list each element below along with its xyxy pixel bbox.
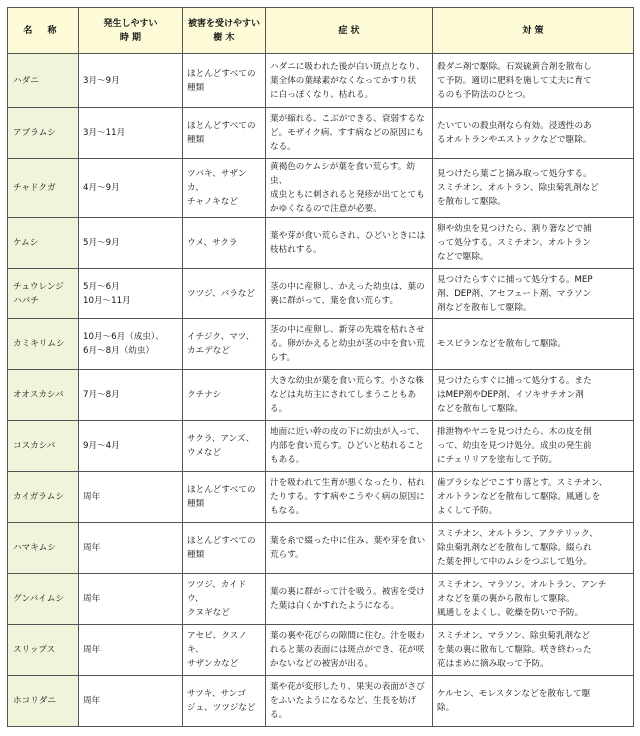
pest-trees: ツバキ、サザンカ、 チャノキなど [183,159,266,218]
pest-trees: イチジク、マツ、 カエデなど [183,319,266,370]
table-row [8,370,634,421]
pest-period: 周年 [79,625,183,676]
table-row [8,159,634,218]
pest-period: 周年 [79,574,183,625]
pest-trees: アセビ、クスノキ、 サザンカなど [183,625,266,676]
pest-symptoms: 大きな幼虫が葉を食い荒らす。小さな株 などは丸坊主にされてしまうこともある。 [266,370,433,421]
pest-symptoms: 葉や芽が食い荒らされ、ひどいときには 枝枯れする。 [266,218,433,269]
pest-period: 周年 [79,676,183,727]
pest-measures: ケルセン、モレスタンなどを散布して駆 除。 [433,676,634,727]
table-row [8,319,634,370]
pest-symptoms: 葉の裏や花びらの隙間に住む。汁を吸わ れると葉の表面には斑点ができ、花が咲 かないなどの被害が出る。 [266,625,433,676]
pest-name: チュウレンジ ハバチ [8,269,79,319]
table-row [8,472,634,523]
pest-symptoms: 葉を糸で綴った中に住み、葉や芽を食い 荒らす。 [266,523,433,574]
pest-name: コスカシバ [8,421,79,472]
pest-trees: ほとんどすべての 種類 [183,523,266,574]
pest-period: 7月～8月 [79,370,183,421]
pest-period: 9月～4月 [79,421,183,472]
pest-period: 5月～9月 [79,218,183,269]
pest-period: 周年 [79,472,183,523]
pest-trees: ウメ、サクラ [183,218,266,269]
pest-name: カイガラムシ [8,472,79,523]
pest-name: オオスカシバ [8,370,79,421]
pest-trees: ツツジ、バラなど [183,269,266,319]
table-row [8,523,634,574]
pest-period: 3月～11月 [79,108,183,159]
pest-measures: 殺ダニ剤で駆除。石炭硫黄合剤を散布し て予防。適切に肥料を施して丈夫に育て るのも予防法のひとつ。 [433,54,634,108]
pest-table [7,7,634,727]
pest-measures: 排泄物やヤニを見つけたら、木の皮を削 って、幼虫を見つけ処分。成虫の発生前 にチェリリアを塗布して予防。 [433,421,634,472]
pest-name: ハマキムシ [8,523,79,574]
pest-measures: スミチオン、マラソン、除虫菊乳剤など を葉の裏に散布して駆除。咲き終わった 花はまめに摘み取って予防。 [433,625,634,676]
pest-trees: ツツジ、カイドウ、 クヌギなど [183,574,266,625]
pest-measures: 見つけたら葉ごと摘み取って処分する。 スミチオン、オルトラン、除虫菊乳剤など を散布して駆除。 [433,159,634,218]
table-row [8,218,634,269]
pest-measures: モスピランなどを散布して駆除。 [433,319,634,370]
table-row [8,421,634,472]
pest-name: ケムシ [8,218,79,269]
table-row [8,574,634,625]
table-row [8,625,634,676]
pest-name: ハダニ [8,54,79,108]
header-measures: 対 策 [433,8,634,54]
pest-measures: 歯ブラシなどでこすり落とす。スミチオン、 オルトランなどを散布して駆除。風通しを よくして予防。 [433,472,634,523]
pest-name: チャドクガ [8,159,79,218]
pest-measures: たいていの殺虫剤なら有効。浸透性のあ るオルトランやエストックなどで駆除。 [433,108,634,159]
pest-trees: ほとんどすべての 種類 [183,108,266,159]
pest-name: ホコリダニ [8,676,79,727]
pest-measures: スミチオン、オルトラン、アクテリック、 除虫菊乳剤などを散布して駆除。綴られ た葉を押して中のムシをつぶして処分。 [433,523,634,574]
pest-trees: サツキ、サンゴ ジュ、ツツジなど [183,676,266,727]
table-row [8,269,634,319]
pest-symptoms: 茎の中に産卵し、かえった幼虫は、葉の 裏に群がって、葉を食い荒らす。 [266,269,433,319]
pest-symptoms: 汁を吸われて生育が悪くなったり、枯れ たりする。すす病やこうやく病の原因に もなる。 [266,472,433,523]
pest-trees: ほとんどすべての 種類 [183,54,266,108]
pest-table-wrapper [7,7,633,727]
pest-measures: スミチオン、マラソン、オルトラン、アンチ オなどを葉の裏から散布して駆除。 風通しをよくし、乾燥を防いで予防。 [433,574,634,625]
pest-symptoms: 茎の中に産卵し、新芽の先端を枯れさせ る。卵がかえると幼虫が茎の中を食い荒 らす。 [266,319,433,370]
pest-period: 3月～9月 [79,54,183,108]
pest-measures: 卵や幼虫を見つけたら、割り箸などで捕 って処分する。スミチオン、オルトラン などで駆除。 [433,218,634,269]
header-period: 発生しやすい 時 期 [79,8,183,54]
pest-measures: 見つけたらすぐに捕って処分する。MEP 剤、DEP剤、アセフェート剤、マラソン 剤などを散布して駆除。 [433,269,634,319]
pest-period: 5月～6月 10月～11月 [79,269,183,319]
header-symptoms: 症 状 [266,8,433,54]
header-name: 名 称 [8,8,79,54]
pest-period: 10月～6月（成虫）、 6月～8月（幼虫） [79,319,183,370]
header-trees: 被害を受けやすい 樹 木 [183,8,266,54]
pest-period: 4月～9月 [79,159,183,218]
table-row [8,54,634,108]
pest-trees: クチナシ [183,370,266,421]
pest-symptoms: 葉が縮れる、こぶができる、衰弱するな ど。モザイク病、すす病などの原因にも なる。 [266,108,433,159]
pest-symptoms: 地面に近い幹の皮の下に幼虫が入って、 内部を食い荒らす。ひどいと枯れること もある。 [266,421,433,472]
pest-name: スリップス [8,625,79,676]
header-row [8,8,634,54]
pest-trees: サクラ、アンズ、 ウメなど [183,421,266,472]
pest-name: アブラムシ [8,108,79,159]
table-row [8,108,634,159]
pest-trees: ほとんどすべての 種類 [183,472,266,523]
table-row [8,676,634,727]
pest-period: 周年 [79,523,183,574]
pest-name: カミキリムシ [8,319,79,370]
pest-name: グンバイムシ [8,574,79,625]
pest-measures: 見つけたらすぐに捕って処分する。また はMEP剤やDEP剤、イソキサチオン剤 などを散布して駆除。 [433,370,634,421]
pest-symptoms: 葉や花が変形したり、果実の表面がさび をふいたようになるなど、生長を妨げる。 [266,676,433,727]
pest-symptoms: 葉の裏に群がって汁を吸う。被害を受け た葉は白くかすれたようになる。 [266,574,433,625]
pest-symptoms: 黄褐色のケムシが葉を食い荒らす。幼虫、 成虫ともに刺されると発疹が出てとても かゆくなるので注意が必要。 [266,159,433,218]
pest-symptoms: ハダニに吸われた後が白い斑点となり、 葉全体の葉緑素がなくなってかすり状 に白っぽくなり、枯れる。 [266,54,433,108]
